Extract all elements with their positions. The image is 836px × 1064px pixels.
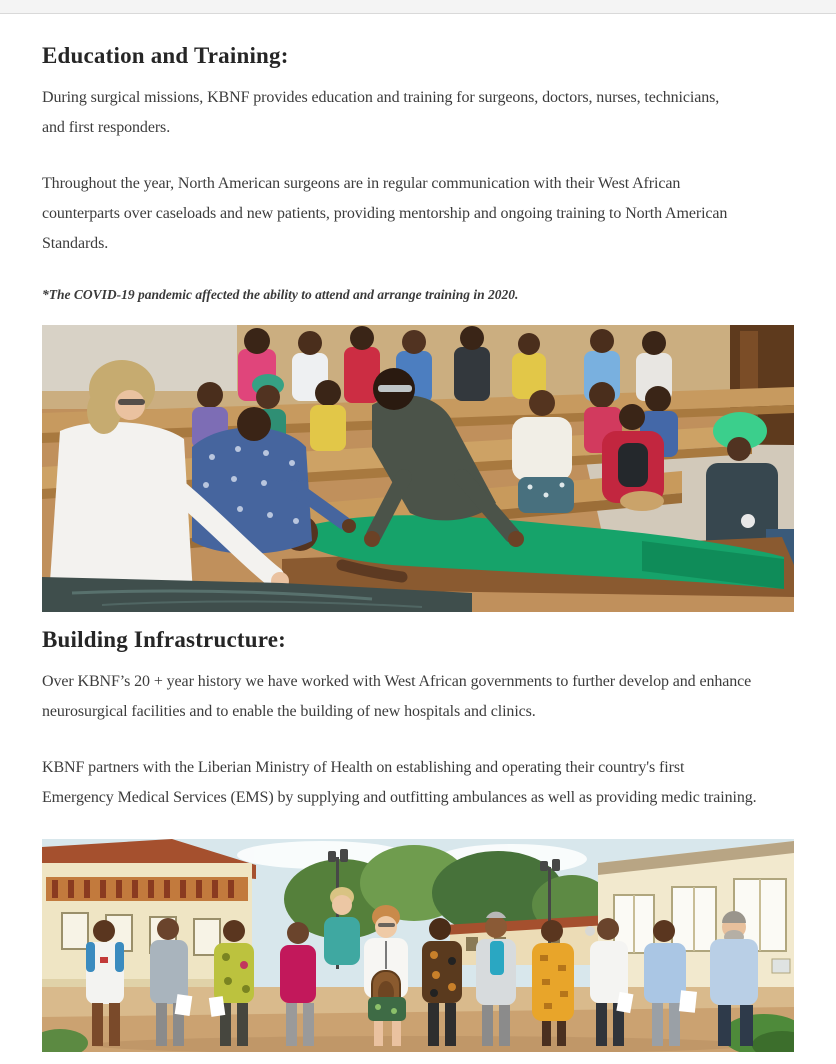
education-heading: Education and Training: <box>42 43 289 68</box>
text-line: neurosurgical facilities and to enable the building of new hospitals and clinics. <box>42 702 536 720</box>
education-paragraph-2 <box>42 169 728 259</box>
section-education-and-training <box>42 42 728 612</box>
section-building-infrastructure <box>42 626 757 1052</box>
training-photo <box>42 325 710 612</box>
text-line: Emergency Medical Services (EMS) by supplying and outfitting ambulances as well as providing medic training. <box>42 788 757 806</box>
page-bottom-margin <box>0 1052 836 1064</box>
text-line: Over KBNF’s 20 + year history we have worked with West African governments to further develop and enhance <box>42 672 752 690</box>
text-line: and first responders. <box>42 118 171 136</box>
education-paragraph-1 <box>42 83 720 143</box>
text-line: During surgical missions, KBNF provides education and training for surgeons, doctors, nurses, technicians, <box>42 88 720 106</box>
text-line: Standards. <box>42 234 109 252</box>
infrastructure-heading: Building Infrastructure: <box>42 626 286 652</box>
article-content <box>0 14 757 1052</box>
infrastructure-paragraph-2 <box>42 753 757 813</box>
group-photo <box>42 839 710 1052</box>
group-photo-illustration <box>42 839 794 1052</box>
text-line: Throughout the year, North American surgeons are in regular communication with their West African <box>42 174 681 192</box>
page-top-bar <box>0 0 836 14</box>
covid-footnote: *The COVID-19 pandemic affected the ability to attend and arrange training in 2020. <box>42 286 519 302</box>
text-line: counterparts over caseloads and new patients, providing mentorship and ongoing training to North American <box>42 204 728 222</box>
text-line: KBNF partners with the Liberian Ministry of Health on establishing and operating their country's first <box>42 758 685 776</box>
infrastructure-paragraph-1 <box>42 667 752 727</box>
training-photo-illustration <box>42 325 794 612</box>
